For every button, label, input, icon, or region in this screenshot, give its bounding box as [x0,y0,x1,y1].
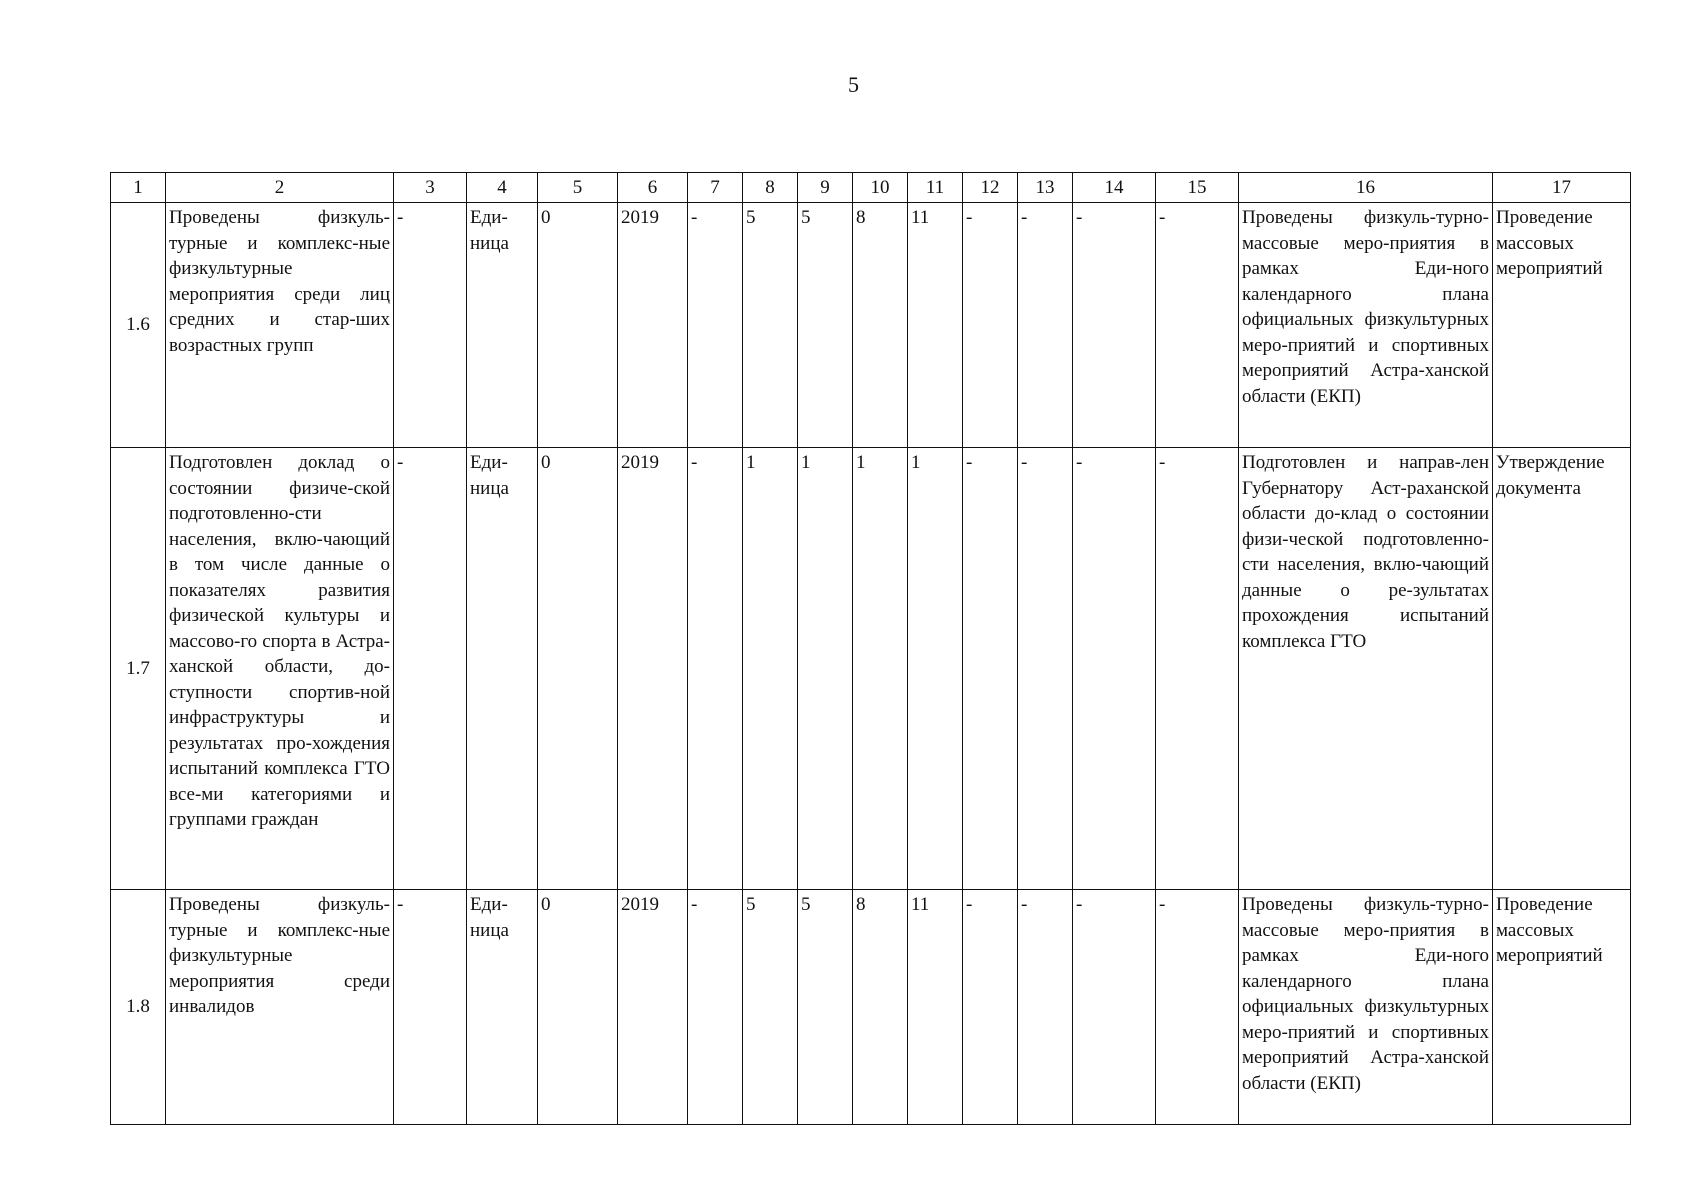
row-number: 1.7 [111,448,166,890]
cell-col13: - [1018,448,1073,890]
year-cell: 2019 [618,203,688,448]
cell-col13: - [1018,203,1073,448]
header-cell: 1 [111,173,166,203]
cell-col13: - [1018,890,1073,1125]
table-row [111,448,1631,890]
cell-col9: 1 [798,448,853,890]
header-cell: 11 [908,173,963,203]
cell-col8: 1 [743,448,798,890]
header-cell: 14 [1073,173,1156,203]
cell-col5: 0 [538,448,618,890]
header-cell: 9 [798,173,853,203]
unit-cell: Еди-ница [467,203,538,448]
cell-col10: 1 [853,448,908,890]
page-number: 5 [848,72,859,97]
indicator-description: Проведены физкуль-турные и комплекс-ные физкультурные мероприятия среди инвалидов [166,890,394,1125]
unit-cell: Еди-ница [467,890,538,1125]
header-cell: 16 [1239,173,1493,203]
cell-col12: - [963,890,1018,1125]
header-cell: 6 [618,173,688,203]
result-description: Проведены физкуль-турно-массовые меро-приятия в рамках Еди-ного календарного плана официальных физкультурных меро-приятий и спортивных мероприятий Астра-ханской области (ЕКП) [1239,203,1493,448]
header-cell: 17 [1493,173,1631,203]
indicator-description: Подготовлен доклад о состоянии физиче-ской подготовленно-сти населения, вклю-чающий в том числе данные о показателях развития физической культуры и массово-го спорта в Астра-ханской области, до-ступности спортив-ной инфраструктуры и результатах про-хождения испытаний комплекса ГТО все-ми категориями и группами граждан [166,448,394,890]
header-cell: 10 [853,173,908,203]
cell-col7: - [688,203,743,448]
cell-col5: 0 [538,203,618,448]
cell-col9: 5 [798,203,853,448]
cell-col9: 5 [798,890,853,1125]
cell-col10: 8 [853,203,908,448]
year-cell: 2019 [618,890,688,1125]
header-cell: 2 [166,173,394,203]
header-cell: 12 [963,173,1018,203]
cell-col14: - [1073,203,1156,448]
cell-col11: 11 [908,890,963,1125]
cell-col12: - [963,448,1018,890]
cell-col10: 8 [853,890,908,1125]
cell-col14: - [1073,448,1156,890]
cell-col8: 5 [743,890,798,1125]
cell-col7: - [688,448,743,890]
table-row [111,890,1631,1125]
unit-cell: Еди-ница [467,448,538,890]
result-description: Подготовлен и направ-лен Губернатору Аст-раханской области до-клад о состоянии физи-ческой подготовленно-сти населения, вклю-чающий данные о ре-зультатах прохождения испытаний комплекса ГТО [1239,448,1493,890]
header-cell: 15 [1156,173,1239,203]
cell-col3: - [394,890,467,1125]
result-description: Проведены физкуль-турно-массовые меро-приятия в рамках Еди-ного календарного плана официальных физкультурных меро-приятий и спортивных мероприятий Астра-ханской области (ЕКП) [1239,890,1493,1125]
event-type: Проведение массовых мероприятий [1493,203,1631,448]
cell-col7: - [688,890,743,1125]
row-number: 1.8 [111,890,166,1125]
cell-col11: 11 [908,203,963,448]
cell-col11: 1 [908,448,963,890]
header-row [111,173,1631,203]
header-cell: 3 [394,173,467,203]
cell-col15: - [1156,890,1239,1125]
cell-col12: - [963,203,1018,448]
cell-col8: 5 [743,203,798,448]
table-row [111,203,1631,448]
cell-col3: - [394,448,467,890]
header-cell: 13 [1018,173,1073,203]
cell-col14: - [1073,890,1156,1125]
year-cell: 2019 [618,448,688,890]
event-type: Проведение массовых мероприятий [1493,890,1631,1125]
indicator-description: Проведены физкуль-турные и комплекс-ные физкультурные мероприятия среди лиц средних и стар-ших возрастных групп [166,203,394,448]
cell-col5: 0 [538,890,618,1125]
indicator-table [110,172,1631,1125]
header-cell: 8 [743,173,798,203]
event-type: Утверждение документа [1493,448,1631,890]
row-number: 1.6 [111,203,166,448]
cell-col15: - [1156,203,1239,448]
header-cell: 5 [538,173,618,203]
header-cell: 7 [688,173,743,203]
cell-col15: - [1156,448,1239,890]
cell-col3: - [394,203,467,448]
header-cell: 4 [467,173,538,203]
